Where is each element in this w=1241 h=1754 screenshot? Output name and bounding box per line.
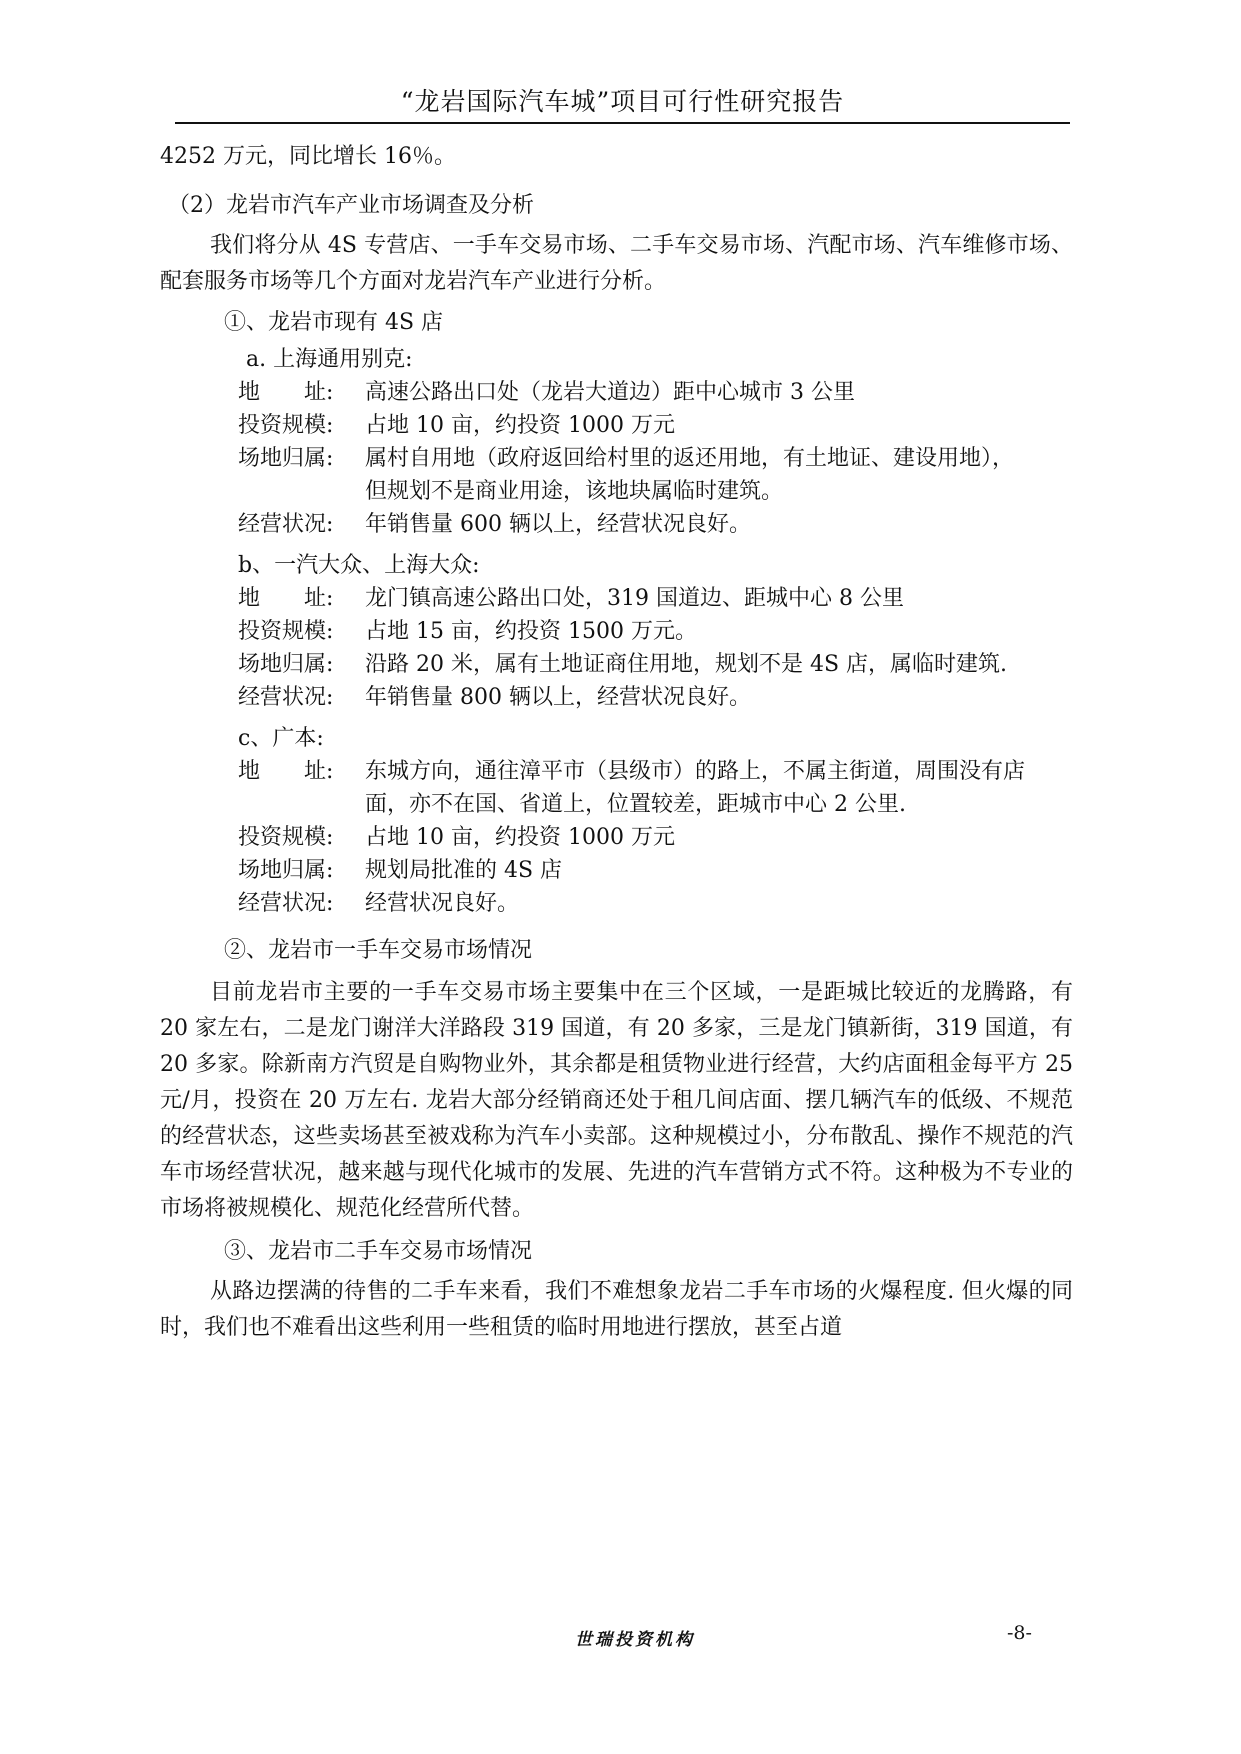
field-label: 经营状况: xyxy=(238,685,334,710)
page-number: -8- xyxy=(1007,1622,1032,1644)
field-value: 高速公路出口处（龙岩大道边）距中心城市 3 公里 xyxy=(365,380,855,405)
store-field xyxy=(178,442,1073,508)
field-value: 东城方向，通往漳平市（县级市）的路上，不属主街道，周围没有店面，亦不在国、省道上，位置较差，距城市中心 2 公里. xyxy=(365,759,1026,817)
store-field xyxy=(178,887,1073,920)
store-field xyxy=(178,648,1073,681)
store-name: c、广本: xyxy=(238,726,324,751)
store-name: b、一汽大众、上海大众: xyxy=(238,553,480,578)
field-value: 占地 15 亩，约投资 1500 万元。 xyxy=(365,619,697,644)
field-value: 经营状况良好。 xyxy=(365,891,520,916)
field-label: 经营状况: xyxy=(238,891,334,916)
field-label: 场地归属: xyxy=(238,858,334,883)
field-value: 年销售量 800 辆以上，经营状况良好。 xyxy=(365,685,751,710)
field-label: 场地归属: xyxy=(238,652,334,677)
field-value: 龙门镇高速公路出口处，319 国道边、距城中心 8 公里 xyxy=(365,586,904,611)
section-heading: （2）龙岩市汽车产业市场调查及分析 xyxy=(168,193,534,218)
store-field xyxy=(178,615,1073,648)
section-intro: 我们将分从 4S 专营店、一手车交易市场、二手车交易市场、汽配市场、汽车维修市场、配套服务市场等几个方面对龙岩汽车产业进行分析。 xyxy=(160,233,1073,294)
part1-heading: ①、龙岩市现有 4S 店 xyxy=(224,310,444,335)
field-label: 经营状况: xyxy=(238,512,334,537)
intro-line: 4252 万元，同比增长 16％。 xyxy=(160,144,456,169)
store-field xyxy=(178,376,1073,409)
field-label: 投资规模: xyxy=(238,413,334,438)
part2-text: 目前龙岩市主要的一手车交易市场主要集中在三个区域，一是距城比较近的龙腾路，有 20 家左右，二是龙门谢洋大洋路段 319 国道，有 20 多家，三是龙门镇新街，319 国道，有 20 多家。除新南方汽贸是自购物业外，其余都是租赁物业进行经营，大约店面租金每平方 25 元/月，投资在 20 万左右. 龙岩大部分经销商还处于租几间店面、摆几辆汽车的低级、不规范的经营状态，这些卖场甚至被戏称为汽车小卖部。这种规模过小，分布散乱、操作不规范的汽车市场经营状况，越来越与现代化城市的发展、先进的汽车营销方式不符。这种极为不专业的市场将被规模化、规范化经营所代替。 xyxy=(160,980,1073,1221)
field-value: 占地 10 亩，约投资 1000 万元 xyxy=(365,413,675,438)
field-value: 占地 10 亩，约投资 1000 万元 xyxy=(365,825,675,850)
footer-organization: 世瑞投资机构 xyxy=(575,1630,695,1650)
field-value: 沿路 20 米，属有土地证商住用地，规划不是 4S 店，属临时建筑. xyxy=(365,652,1008,677)
store-field xyxy=(178,582,1073,615)
store-field xyxy=(178,508,1073,541)
store-field xyxy=(178,681,1073,714)
store-block-c xyxy=(178,722,1073,920)
header-rule xyxy=(175,122,1070,124)
field-label: 投资规模: xyxy=(238,825,334,850)
document-body xyxy=(160,140,1073,1346)
field-label: 地 址: xyxy=(238,759,334,784)
part3-heading: ③、龙岩市二手车交易市场情况 xyxy=(224,1239,533,1264)
store-field xyxy=(178,409,1073,442)
store-block-a xyxy=(178,343,1073,541)
store-field xyxy=(178,755,1073,821)
store-field xyxy=(178,821,1073,854)
field-label: 地 址: xyxy=(238,586,334,611)
header-title: “龙岩国际汽车城”项目可行性研究报告 xyxy=(400,87,845,116)
part3-text: 从路边摆满的待售的二手车来看，我们不难想象龙岩二手车市场的火爆程度. 但火爆的同时，我们也不难看出这些利用一些租赁的临时用地进行摆放，甚至占道 xyxy=(160,1279,1073,1340)
field-label: 地 址: xyxy=(238,380,334,405)
field-value: 属村自用地（政府返回给村里的返还用地，有土地证、建设用地），但规划不是商业用途，该地块属临时建筑。 xyxy=(365,446,1015,504)
field-value: 年销售量 600 辆以上，经营状况良好。 xyxy=(365,512,751,537)
field-value: 规划局批准的 4S 店 xyxy=(365,858,563,883)
field-label: 投资规模: xyxy=(238,619,334,644)
store-block-b xyxy=(178,549,1073,714)
field-label: 场地归属: xyxy=(238,446,334,471)
store-field xyxy=(178,854,1073,887)
part2-heading: ②、龙岩市一手车交易市场情况 xyxy=(224,938,533,963)
store-name: a. 上海通用别克: xyxy=(246,347,413,372)
